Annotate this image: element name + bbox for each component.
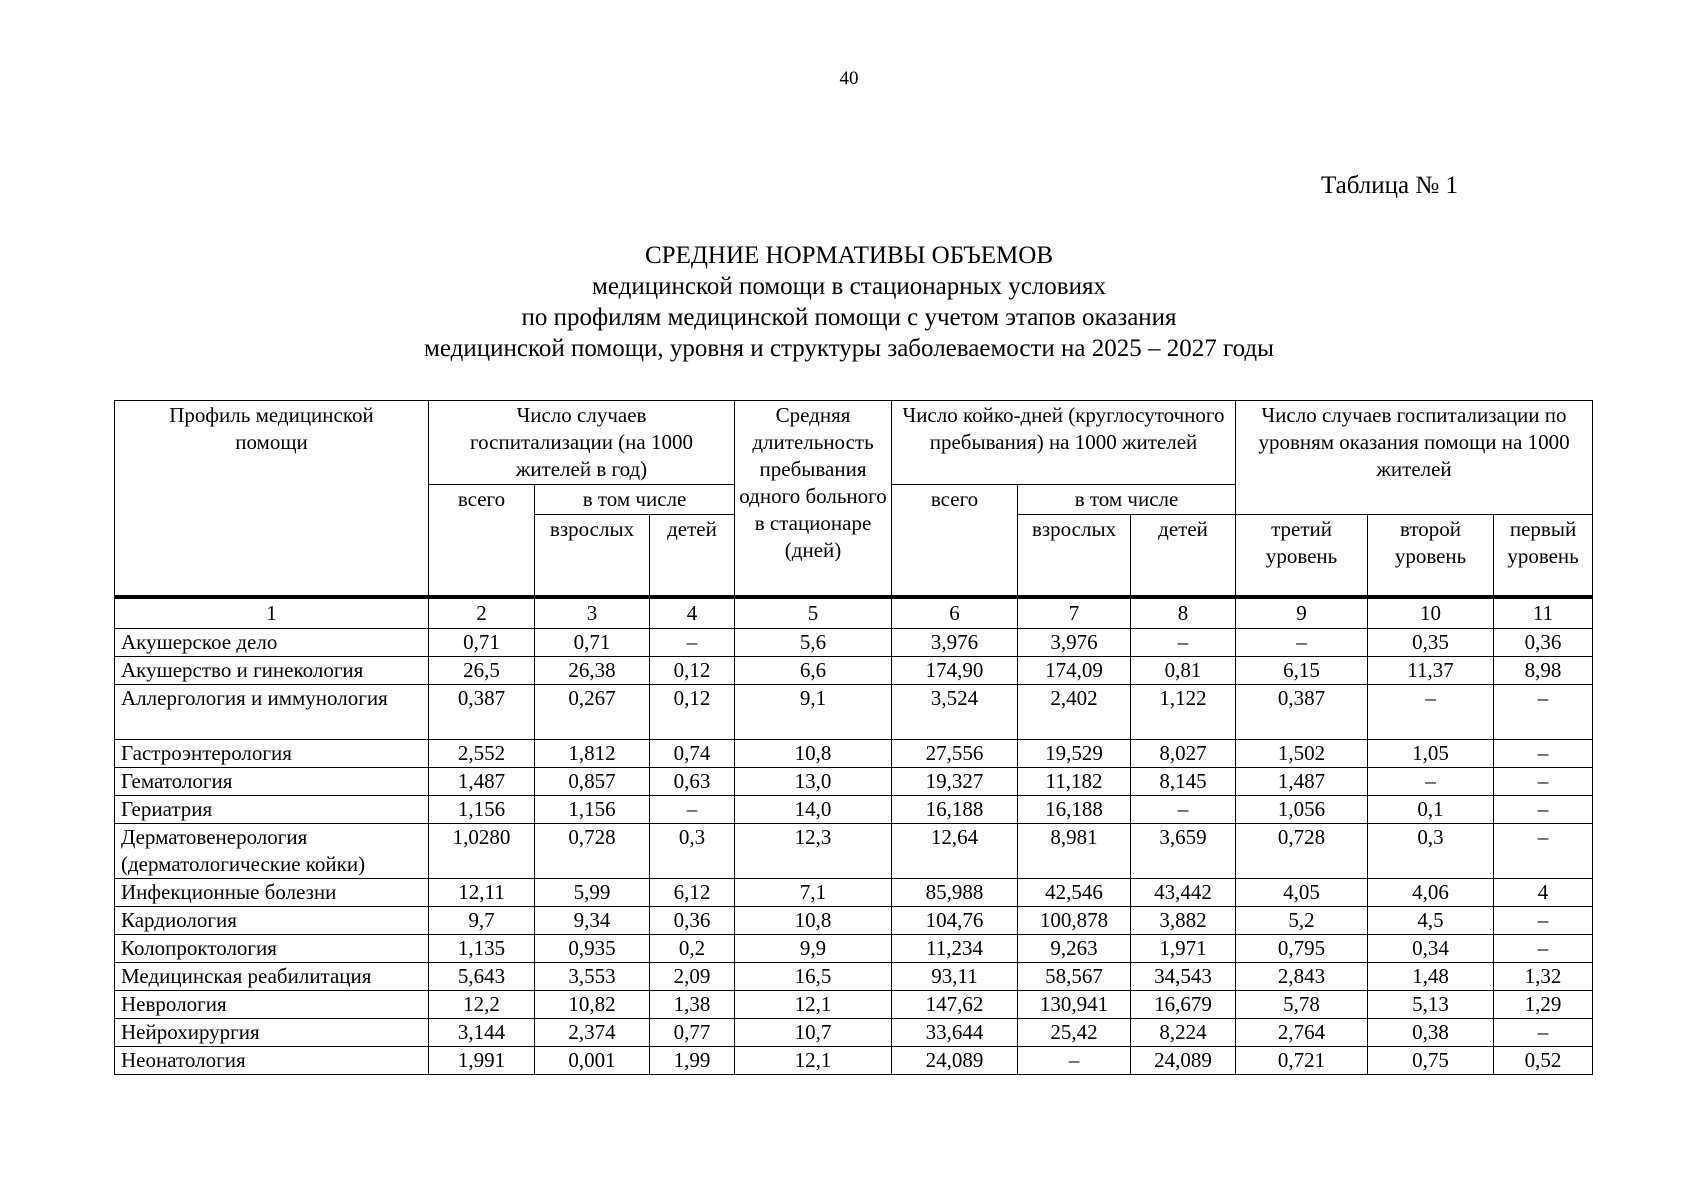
page-number: 40 (839, 68, 859, 89)
hosp-children-cell: 0,74 (650, 739, 735, 767)
beddays-total-cell: 85,988 (892, 878, 1018, 906)
column-number: 7 (1018, 597, 1131, 629)
header-hospitalizations: Число случаев госпитализации (на 1000 жителей в год) (429, 401, 735, 485)
avg-stay-cell: 14,0 (735, 795, 892, 823)
column-number: 1 (115, 597, 429, 629)
profile-cell: Гематология (115, 767, 429, 795)
beddays-adults-cell: 16,188 (1018, 795, 1131, 823)
hosp-children-cell: – (650, 628, 735, 656)
profile-cell: Инфекционные болезни (115, 878, 429, 906)
beddays-children-cell: 34,543 (1131, 962, 1236, 990)
column-number: 4 (650, 597, 735, 629)
beddays-adults-cell: 58,567 (1018, 962, 1131, 990)
table-row (115, 906, 1593, 934)
hosp-total-cell: 1,135 (429, 934, 535, 962)
hosp-total-cell: 1,0280 (429, 823, 535, 878)
header-beddays-total: всего (892, 485, 1018, 597)
beddays-total-cell: 27,556 (892, 739, 1018, 767)
beddays-adults-cell: 3,976 (1018, 628, 1131, 656)
avg-stay-cell: 12,1 (735, 1046, 892, 1074)
third-level-cell: 5,2 (1236, 906, 1368, 934)
beddays-total-cell: 3,976 (892, 628, 1018, 656)
third-level-cell: 0,728 (1236, 823, 1368, 878)
beddays-children-cell: 43,442 (1131, 878, 1236, 906)
second-level-cell: 0,35 (1368, 628, 1494, 656)
first-level-cell: 1,32 (1494, 962, 1593, 990)
header-hosp-including: в том числе (535, 485, 735, 515)
header-beddays-including: в том числе (1018, 485, 1236, 515)
third-level-cell: 0,387 (1236, 684, 1368, 739)
hosp-total-cell: 12,2 (429, 990, 535, 1018)
beddays-total-cell: 19,327 (892, 767, 1018, 795)
first-level-cell: – (1494, 823, 1593, 878)
hosp-children-cell: 0,12 (650, 684, 735, 739)
header-hosp-total: всего (429, 485, 535, 597)
third-level-cell: 0,721 (1236, 1046, 1368, 1074)
header-third-level: третий уровень (1236, 515, 1368, 597)
third-level-cell: 1,056 (1236, 795, 1368, 823)
beddays-adults-cell: 8,981 (1018, 823, 1131, 878)
beddays-children-cell: 24,089 (1131, 1046, 1236, 1074)
second-level-cell: 0,75 (1368, 1046, 1494, 1074)
beddays-total-cell: 12,64 (892, 823, 1018, 878)
table-row (115, 962, 1593, 990)
avg-stay-cell: 10,8 (735, 739, 892, 767)
third-level-cell: 5,78 (1236, 990, 1368, 1018)
header-second-level: второй уровень (1368, 515, 1494, 597)
header-first-level: первый уровень (1494, 515, 1593, 597)
hosp-children-cell: 6,12 (650, 878, 735, 906)
avg-stay-cell: 12,3 (735, 823, 892, 878)
beddays-total-cell: 93,11 (892, 962, 1018, 990)
second-level-cell: 4,5 (1368, 906, 1494, 934)
beddays-children-cell: 0,81 (1131, 656, 1236, 684)
beddays-total-cell: 11,234 (892, 934, 1018, 962)
table-header (115, 401, 1593, 629)
beddays-total-cell: 104,76 (892, 906, 1018, 934)
hosp-children-cell: 0,3 (650, 823, 735, 878)
beddays-adults-cell: 174,09 (1018, 656, 1131, 684)
hosp-children-cell: 0,36 (650, 906, 735, 934)
first-level-cell: – (1494, 739, 1593, 767)
hosp-adults-cell: 2,374 (535, 1018, 650, 1046)
profile-cell: Акушерское дело (115, 628, 429, 656)
column-number: 11 (1494, 597, 1593, 629)
hosp-total-cell: 1,156 (429, 795, 535, 823)
header-care-levels: Число случаев госпитализации по уровням оказания помощи на 1000 жителей (1236, 401, 1593, 515)
hosp-total-cell: 26,5 (429, 656, 535, 684)
hosp-adults-cell: 3,553 (535, 962, 650, 990)
table-row (115, 739, 1593, 767)
hosp-adults-cell: 10,82 (535, 990, 650, 1018)
beddays-total-cell: 24,089 (892, 1046, 1018, 1074)
hosp-total-cell: 1,991 (429, 1046, 535, 1074)
hosp-adults-cell: 0,857 (535, 767, 650, 795)
beddays-adults-cell: 25,42 (1018, 1018, 1131, 1046)
title-line-3: по профилям медицинской помощи с учетом этапов оказания (521, 304, 1177, 331)
avg-stay-cell: 12,1 (735, 990, 892, 1018)
title-line-4: медицинской помощи, уровня и структуры заболеваемости на 2025 – 2027 годы (424, 335, 1274, 362)
hosp-total-cell: 5,643 (429, 962, 535, 990)
avg-stay-cell: 6,6 (735, 656, 892, 684)
second-level-cell: 0,3 (1368, 823, 1494, 878)
beddays-children-cell: 1,971 (1131, 934, 1236, 962)
beddays-total-cell: 147,62 (892, 990, 1018, 1018)
header-profile: Профиль медицинской помощи (115, 401, 429, 597)
first-level-cell: – (1494, 906, 1593, 934)
table-row (115, 823, 1593, 878)
beddays-adults-cell: 2,402 (1018, 684, 1131, 739)
beddays-children-cell: 1,122 (1131, 684, 1236, 739)
beddays-children-cell: – (1131, 628, 1236, 656)
hosp-children-cell: 0,77 (650, 1018, 735, 1046)
header-beddays-adults: взрослых (1018, 515, 1131, 597)
beddays-children-cell: 8,027 (1131, 739, 1236, 767)
first-level-cell: – (1494, 934, 1593, 962)
header-hosp-adults: взрослых (535, 515, 650, 597)
third-level-cell: 2,764 (1236, 1018, 1368, 1046)
second-level-cell: 4,06 (1368, 878, 1494, 906)
first-level-cell: 0,36 (1494, 628, 1593, 656)
table-title (0, 240, 1698, 364)
table-row (115, 684, 1593, 739)
profile-cell: Гериатрия (115, 795, 429, 823)
second-level-cell: 0,34 (1368, 934, 1494, 962)
profile-cell: Аллергология и иммунология (115, 684, 429, 739)
avg-stay-cell: 9,9 (735, 934, 892, 962)
hosp-children-cell: 1,99 (650, 1046, 735, 1074)
first-level-cell: 1,29 (1494, 990, 1593, 1018)
column-number: 5 (735, 597, 892, 629)
hosp-children-cell: 0,63 (650, 767, 735, 795)
profile-cell: Гастроэнтерология (115, 739, 429, 767)
avg-stay-cell: 7,1 (735, 878, 892, 906)
avg-stay-cell: 5,6 (735, 628, 892, 656)
first-level-cell: – (1494, 684, 1593, 739)
hosp-total-cell: 9,7 (429, 906, 535, 934)
third-level-cell: 2,843 (1236, 962, 1368, 990)
third-level-cell: 4,05 (1236, 878, 1368, 906)
avg-stay-cell: 10,8 (735, 906, 892, 934)
beddays-children-cell: – (1131, 795, 1236, 823)
beddays-children-cell: 16,679 (1131, 990, 1236, 1018)
beddays-children-cell: 8,224 (1131, 1018, 1236, 1046)
first-level-cell: 8,98 (1494, 656, 1593, 684)
table-body (115, 628, 1593, 1074)
beddays-children-cell: 8,145 (1131, 767, 1236, 795)
beddays-total-cell: 16,188 (892, 795, 1018, 823)
table-row (115, 795, 1593, 823)
profile-cell: Колопроктология (115, 934, 429, 962)
table-row (115, 990, 1593, 1018)
header-beddays-children: детей (1131, 515, 1236, 597)
hosp-adults-cell: 0,001 (535, 1046, 650, 1074)
first-level-cell: – (1494, 795, 1593, 823)
column-number: 10 (1368, 597, 1494, 629)
header-bed-days: Число койко-дней (круглосуточного пребывания) на 1000 жителей (892, 401, 1236, 485)
title-line-1: СРЕДНИЕ НОРМАТИВЫ ОБЪЕМОВ (644, 242, 1054, 269)
third-level-cell: – (1236, 628, 1368, 656)
table-number: Таблица № 1 (1320, 172, 1458, 199)
profile-cell: Неврология (115, 990, 429, 1018)
beddays-adults-cell: 100,878 (1018, 906, 1131, 934)
first-level-cell: – (1494, 1018, 1593, 1046)
column-number: 2 (429, 597, 535, 629)
hosp-adults-cell: 0,935 (535, 934, 650, 962)
hosp-total-cell: 0,71 (429, 628, 535, 656)
hosp-children-cell: 1,38 (650, 990, 735, 1018)
beddays-adults-cell: 9,263 (1018, 934, 1131, 962)
second-level-cell: – (1368, 684, 1494, 739)
third-level-cell: 1,502 (1236, 739, 1368, 767)
table-row (115, 656, 1593, 684)
hosp-children-cell: – (650, 795, 735, 823)
table-row (115, 767, 1593, 795)
profile-cell: Нейрохирургия (115, 1018, 429, 1046)
table-row (115, 1018, 1593, 1046)
hosp-adults-cell: 9,34 (535, 906, 650, 934)
beddays-adults-cell: 42,546 (1018, 878, 1131, 906)
hosp-total-cell: 0,387 (429, 684, 535, 739)
hosp-adults-cell: 0,728 (535, 823, 650, 878)
column-number: 9 (1236, 597, 1368, 629)
beddays-adults-cell: 11,182 (1018, 767, 1131, 795)
column-number: 6 (892, 597, 1018, 629)
header-hosp-children: детей (650, 515, 735, 597)
avg-stay-cell: 13,0 (735, 767, 892, 795)
second-level-cell: 11,37 (1368, 656, 1494, 684)
table-row (115, 934, 1593, 962)
hosp-adults-cell: 1,156 (535, 795, 650, 823)
profile-cell: Неонатология (115, 1046, 429, 1074)
third-level-cell: 6,15 (1236, 656, 1368, 684)
table-row (115, 878, 1593, 906)
hosp-children-cell: 2,09 (650, 962, 735, 990)
beddays-total-cell: 174,90 (892, 656, 1018, 684)
hosp-total-cell: 3,144 (429, 1018, 535, 1046)
hosp-adults-cell: 26,38 (535, 656, 650, 684)
third-level-cell: 1,487 (1236, 767, 1368, 795)
hosp-adults-cell: 5,99 (535, 878, 650, 906)
first-level-cell: – (1494, 767, 1593, 795)
header-average-stay: Средняя длительность пребывания одного больного в стационаре (дней) (735, 401, 892, 597)
second-level-cell: 0,38 (1368, 1018, 1494, 1046)
beddays-total-cell: 3,524 (892, 684, 1018, 739)
beddays-children-cell: 3,659 (1131, 823, 1236, 878)
norms-table (114, 400, 1593, 1075)
hosp-total-cell: 1,487 (429, 767, 535, 795)
beddays-total-cell: 33,644 (892, 1018, 1018, 1046)
avg-stay-cell: 16,5 (735, 962, 892, 990)
third-level-cell: 0,795 (1236, 934, 1368, 962)
column-number: 3 (535, 597, 650, 629)
avg-stay-cell: 9,1 (735, 684, 892, 739)
second-level-cell: 0,1 (1368, 795, 1494, 823)
beddays-adults-cell: 130,941 (1018, 990, 1131, 1018)
second-level-cell: 1,48 (1368, 962, 1494, 990)
profile-cell: Кардиология (115, 906, 429, 934)
hosp-adults-cell: 1,812 (535, 739, 650, 767)
beddays-adults-cell: – (1018, 1046, 1131, 1074)
profile-cell: Медицинская реабилитация (115, 962, 429, 990)
column-number-row (115, 597, 1593, 629)
second-level-cell: – (1368, 767, 1494, 795)
first-level-cell: 0,52 (1494, 1046, 1593, 1074)
hosp-total-cell: 2,552 (429, 739, 535, 767)
hosp-children-cell: 0,2 (650, 934, 735, 962)
hosp-adults-cell: 0,71 (535, 628, 650, 656)
second-level-cell: 5,13 (1368, 990, 1494, 1018)
profile-cell: Акушерство и гинекология (115, 656, 429, 684)
table-row (115, 628, 1593, 656)
hosp-adults-cell: 0,267 (535, 684, 650, 739)
hosp-total-cell: 12,11 (429, 878, 535, 906)
column-number: 8 (1131, 597, 1236, 629)
hosp-children-cell: 0,12 (650, 656, 735, 684)
profile-cell: Дерматовенерология (дерматологические койки) (115, 823, 429, 878)
beddays-adults-cell: 19,529 (1018, 739, 1131, 767)
title-line-2: медицинской помощи в стационарных условиях (592, 273, 1106, 300)
first-level-cell: 4 (1494, 878, 1593, 906)
table-row (115, 1046, 1593, 1074)
beddays-children-cell: 3,882 (1131, 906, 1236, 934)
avg-stay-cell: 10,7 (735, 1018, 892, 1046)
second-level-cell: 1,05 (1368, 739, 1494, 767)
